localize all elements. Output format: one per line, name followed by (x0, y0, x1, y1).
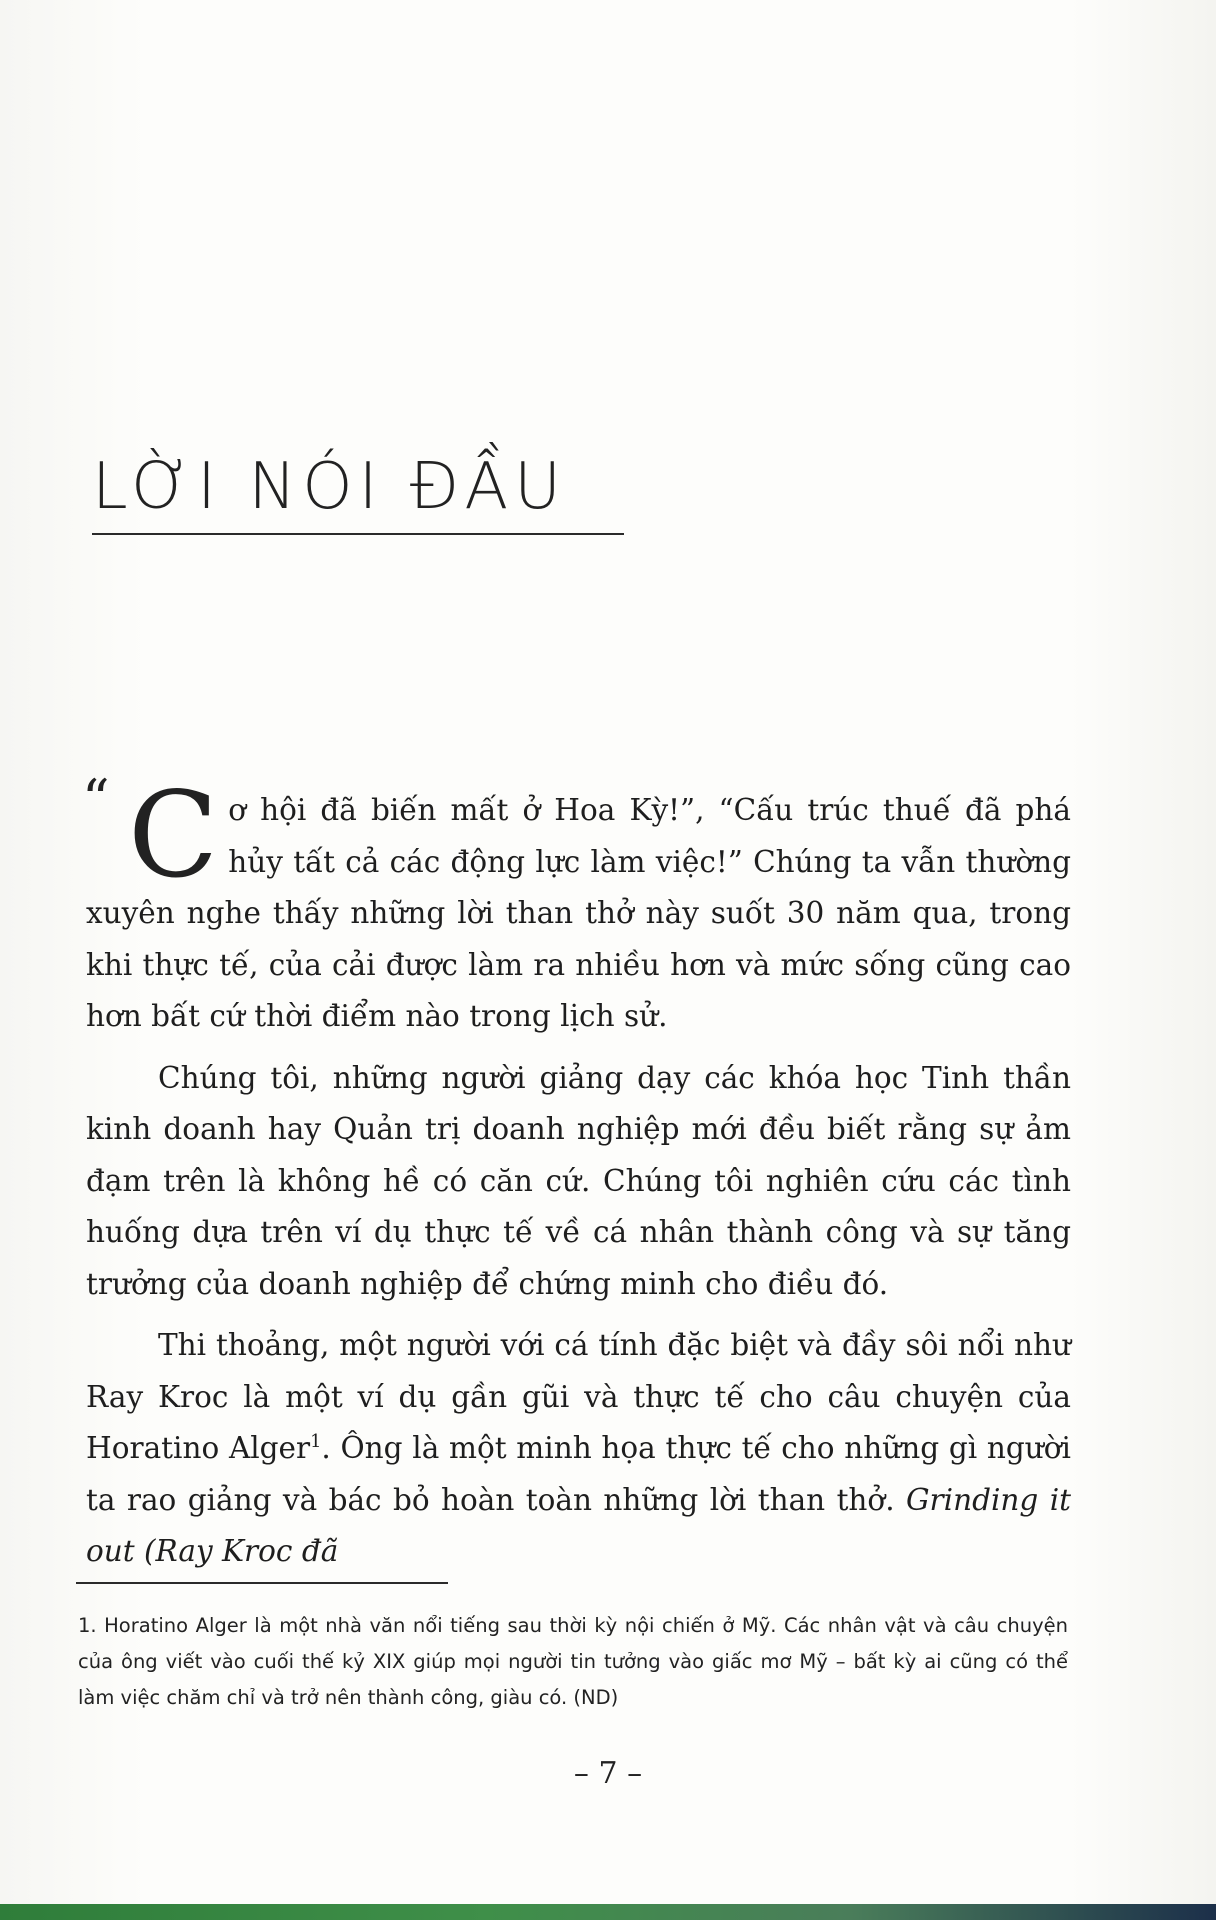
cover-edge (0, 1904, 1216, 1920)
paragraph-1 (82, 766, 1071, 1043)
paragraph-2: Chúng tôi, những người giảng dạy các khóa học Tinh thần kinh doanh hay Quản trị doanh nghiệp mới đều biết rằng sự ảm đạm trên là không hề có căn cứ. Chúng tôi nghiên cứu các tình huống dựa trên ví dụ thực tế về cá nhân thành công và sự tăng trưởng của doanh nghiệp để chứng minh cho điều đó. (86, 1060, 1071, 1301)
footnote-rule (76, 1582, 448, 1584)
chapter-heading: LỜI NÓI ĐẦU (92, 450, 567, 524)
opening-quote-mark: “ (82, 768, 110, 831)
body-text (82, 766, 1071, 1578)
heading-underline (92, 533, 624, 535)
paragraph-3 (86, 1320, 1071, 1578)
paragraph-3-text-b: . Ông là một minh họa thực tế cho những gì người ta rao giảng và bác bỏ hoàn toàn những lời than thở. (86, 1431, 1071, 1517)
book-title-italic: Grinding it out (Ray Kroc đã (86, 1482, 1071, 1568)
footnote: 1. Horatino Alger là một nhà văn nổi tiếng sau thời kỳ nội chiến ở Mỹ. Các nhân vật và câu chuyện của ông viết vào cuối thế kỷ XIX giúp mọi người tin tưởng vào giấc mơ Mỹ – bất kỳ ai cũng có thể làm việc chăm chỉ và trở nên thành công, giàu có. (ND) (78, 1614, 1068, 1709)
drop-cap: C (128, 766, 219, 904)
paragraph-3-text-a: Thi thoảng, một người với cá tính đặc biệt và đầy sôi nổi như Ray Kroc là một ví dụ gần gũi và thực tế cho câu chuyện của Horatino Alger (86, 1328, 1071, 1465)
page-number: – 7 – (573, 1756, 643, 1791)
footnote-ref: 1 (310, 1432, 322, 1453)
paragraph-1-text: ơ hội đã biến mất ở Hoa Kỳ!”, “Cấu trúc thuế đã phá hủy tất cả các động lực làm việc!” Chúng ta vẫn thường xuyên nghe thấy những lời than thở này suốt 30 năm qua, trong khi thực tế, của cải được làm ra nhiều hơn và mức sống cũng cao hơn bất cứ thời điểm nào trong lịch sử. (86, 793, 1071, 1033)
